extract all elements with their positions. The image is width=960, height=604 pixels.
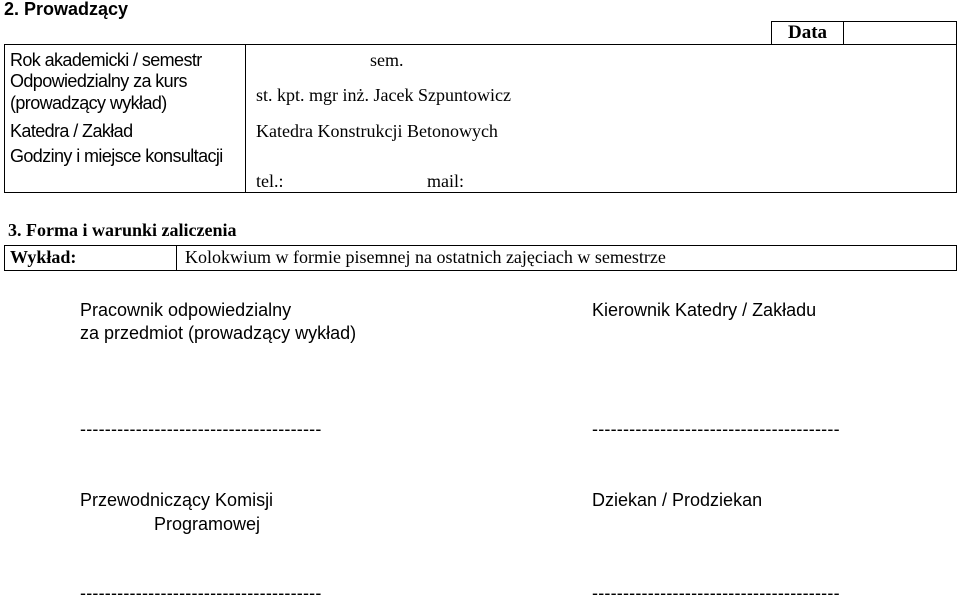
- responsible-signature-label-line1: Pracownik odpowiedzialny: [80, 300, 292, 320]
- date-label-text: Data: [787, 22, 828, 43]
- committee-signature-label-line2: Programowej: [154, 514, 261, 534]
- dean-signature-line: ----------------------------------------: [592, 583, 840, 603]
- responsible-label-line1: Odpowiedzialny za kurs: [10, 71, 187, 91]
- date-value-field[interactable]: [843, 21, 957, 45]
- academic-year-label: Rok akademicki / semestr: [10, 50, 202, 70]
- department-label: Katedra / Zakład: [10, 121, 133, 141]
- table-divider: [245, 44, 246, 193]
- consultation-label: Godziny i miejsce konsultacji: [10, 146, 223, 166]
- mail-label: mail:: [427, 171, 464, 191]
- tel-label: tel.:: [256, 171, 284, 191]
- department-head-signature-label: Kierownik Katedry / Zakładu: [592, 300, 817, 320]
- section-2-title: 2. Prowadzący: [4, 0, 129, 19]
- lecture-value: Kolokwium w formie pisemnej na ostatnich zajęciach w semestrze: [185, 247, 666, 267]
- responsible-signature-label-line2: za przedmiot (prowadzący wykład): [80, 323, 357, 343]
- date-label: [771, 21, 844, 45]
- committee-signature-line: ---------------------------------------: [80, 583, 322, 603]
- dean-signature-label: Dziekan / Prodziekan: [592, 490, 763, 510]
- committee-signature-label-line1: Przewodniczący Komisji: [80, 490, 274, 510]
- responsible-signature-line: ---------------------------------------: [80, 419, 322, 439]
- responsible-value: st. kpt. mgr inż. Jacek Szpuntowicz: [256, 85, 511, 105]
- academic-year-value: sem.: [370, 50, 404, 70]
- department-head-signature-line: ----------------------------------------: [592, 419, 840, 439]
- department-value: Katedra Konstrukcji Betonowych: [256, 121, 498, 141]
- responsible-label-line2: (prowadzący wykład): [10, 93, 167, 113]
- section-3-title: 3. Forma i warunki zaliczenia: [8, 220, 237, 240]
- assessment-divider: [176, 245, 177, 271]
- lecture-label: Wykład:: [10, 247, 77, 267]
